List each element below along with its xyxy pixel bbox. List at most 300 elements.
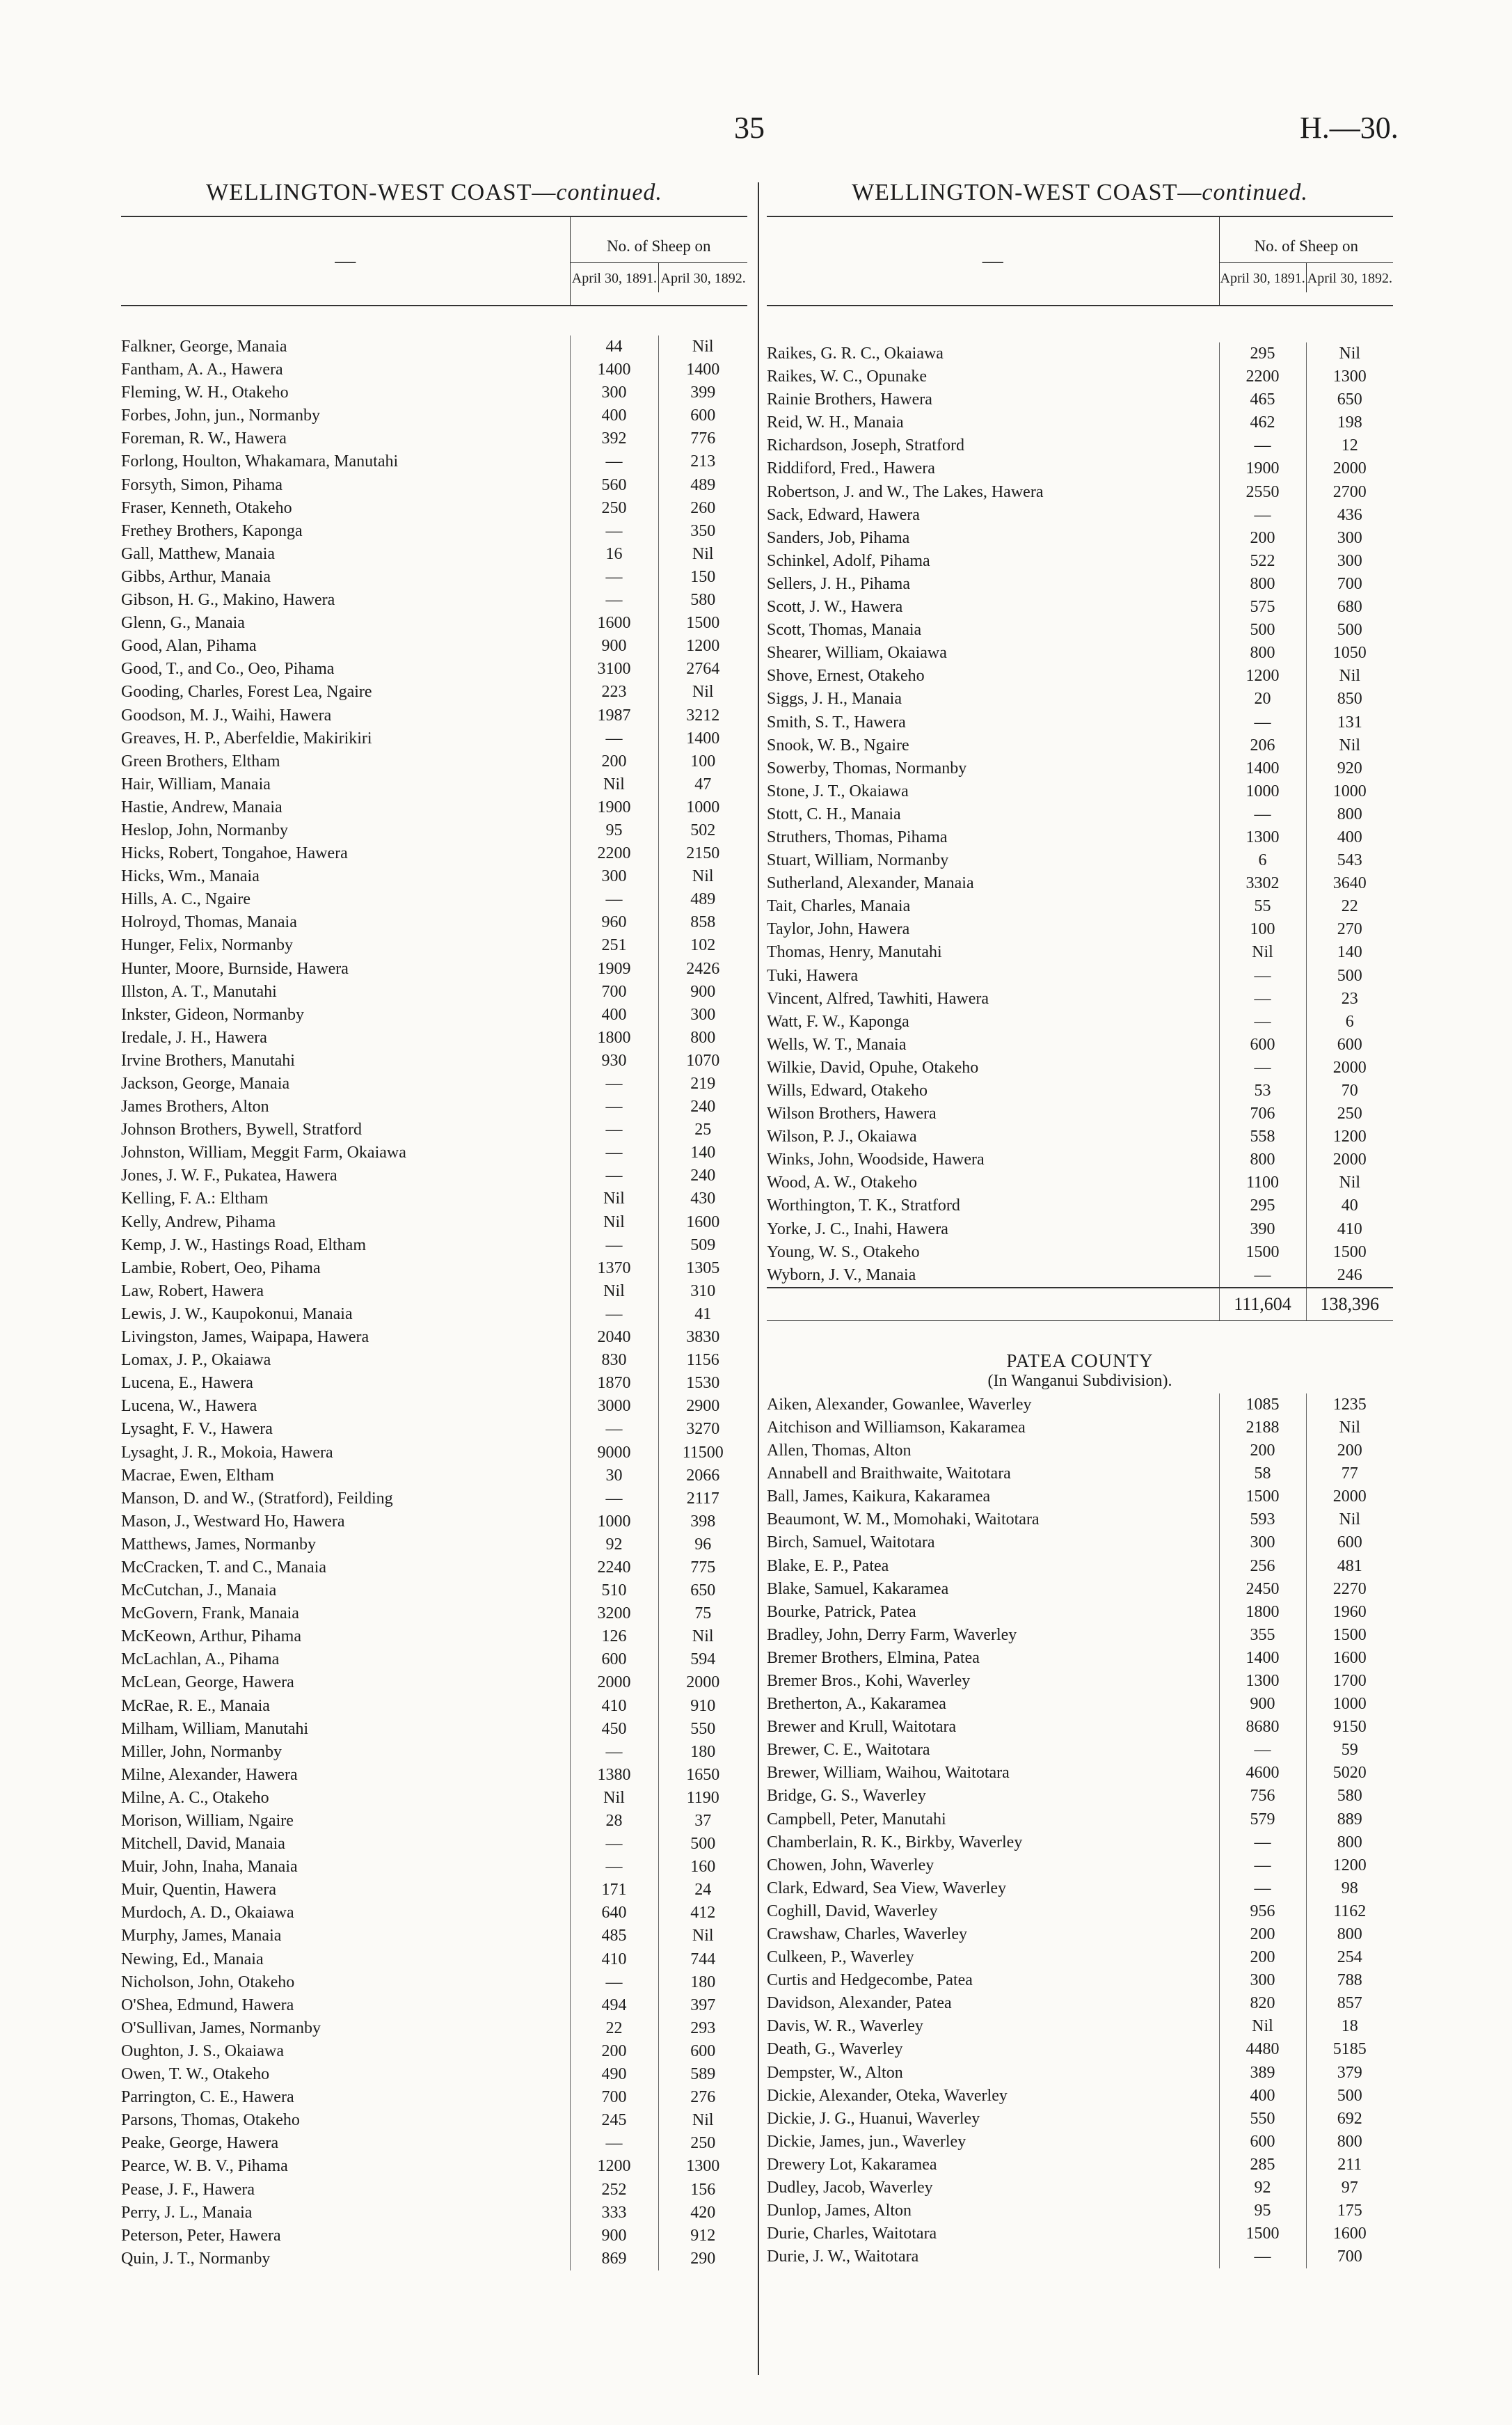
table-row (121, 1464, 747, 1487)
sheep-1891: 1800 (570, 1027, 658, 1050)
sheep-1891: — (570, 450, 658, 473)
sheep-1892: 219 (658, 1073, 747, 1096)
table-row (121, 1142, 747, 1164)
table-row (767, 1969, 1393, 1992)
sheep-1891: Nil (570, 1211, 658, 1234)
table-row (121, 474, 747, 497)
holder-name: Riddiford, Fred., Hawera (767, 459, 935, 478)
sheep-1891: 900 (570, 635, 658, 658)
sheep-1891: 200 (1219, 527, 1306, 550)
table-row (767, 757, 1393, 780)
sheep-1891: 400 (1219, 2085, 1306, 2108)
sheep-1892: 2000 (1306, 1148, 1393, 1171)
sheep-1892: 1300 (658, 2155, 747, 2178)
sheep-1891: 4600 (1219, 1762, 1306, 1785)
sheep-1892: 240 (658, 1096, 747, 1119)
holder-name: Dempster, W., Alton (767, 2063, 903, 2082)
holder-name: Forbes, John, jun., Normanby (121, 406, 320, 425)
holder-name: Winks, John, Woodside, Hawera (767, 1151, 985, 1169)
table-row (767, 1831, 1393, 1854)
sheep-1891: — (570, 1833, 658, 1856)
table-row (767, 596, 1393, 619)
holder-name: Scott, Thomas, Manaia (767, 621, 922, 640)
holder-name: Kemp, J. W., Hastings Road, Eltham (121, 1235, 366, 1254)
holder-name: Reid, W. H., Manaia (767, 413, 904, 432)
table-row (121, 1418, 747, 1441)
holder-name: Johnson Brothers, Bywell, Stratford (121, 1121, 362, 1139)
table-row (121, 958, 747, 981)
right-table (767, 216, 1393, 1321)
table-row (767, 342, 1393, 365)
holder-name: Mitchell, David, Manaia (121, 1835, 285, 1854)
holder-name: Holroyd, Thomas, Manaia (121, 913, 297, 932)
table-row (121, 750, 747, 773)
sheep-1892: 1070 (658, 1050, 747, 1073)
sheep-1892: 1400 (658, 727, 747, 750)
holder-name: Livingston, James, Waipapa, Hawera (121, 1328, 369, 1347)
sheep-1891: 410 (570, 1948, 658, 1971)
holder-name: Fantham, A. A., Hawera (121, 361, 283, 379)
left-header-1892: April 30, 1892. (658, 263, 747, 292)
table-row (767, 918, 1393, 941)
holder-name: Greaves, H. P., Aberfeldie, Makirikiri (121, 729, 372, 748)
sheep-1891: — (1219, 1011, 1306, 1034)
sheep-1892: 100 (658, 750, 747, 773)
table-row (767, 849, 1393, 872)
sheep-1892: Nil (1306, 665, 1393, 688)
holder-name: Jones, J. W. F., Pukatea, Hawera (121, 1167, 337, 1185)
holder-name: Aitchison and Williamson, Kakaramea (767, 1418, 1026, 1437)
sheep-1892: 3640 (1306, 872, 1393, 895)
table-row (767, 1555, 1393, 1578)
sheep-1892: 77 (1306, 1462, 1393, 1485)
sheep-1892: 198 (1306, 411, 1393, 434)
sheep-1892: 1200 (658, 635, 747, 658)
county-title: PATEA COUNTY (1006, 1350, 1154, 1371)
table-row (121, 2017, 747, 2040)
holder-name: Wells, W. T., Manaia (767, 1035, 907, 1054)
sheep-1891: 4480 (1219, 2038, 1306, 2061)
sheep-1892: 858 (658, 911, 747, 934)
holder-name: Dickie, James, jun., Waverley (767, 2132, 966, 2151)
sheep-1892: 3270 (658, 1418, 747, 1441)
sheep-1891: — (570, 727, 658, 750)
sheep-1891: 960 (570, 911, 658, 934)
sheep-1891: 1500 (1219, 1241, 1306, 1264)
sheep-1892: 1530 (658, 1372, 747, 1395)
table-row (767, 1716, 1393, 1739)
holder-name: Raikes, G. R. C., Okaiawa (767, 345, 944, 363)
sheep-1891: — (1219, 434, 1306, 457)
table-row (121, 1718, 747, 1741)
table-row (121, 1579, 747, 1602)
holder-name: Culkeen, P., Waverley (767, 1948, 914, 1967)
sheep-1892: 481 (1306, 1555, 1393, 1578)
sheep-1891: — (1219, 1739, 1306, 1762)
table-row (121, 888, 747, 911)
sheep-1892: 59 (1306, 1739, 1393, 1762)
holder-name: Jackson, George, Manaia (121, 1075, 290, 1093)
table-row (121, 796, 747, 819)
sheep-1891: 900 (570, 2225, 658, 2248)
sheep-1892: 246 (1306, 1264, 1393, 1288)
sheep-1892: 800 (1306, 803, 1393, 826)
sheep-1892: Nil (658, 865, 747, 888)
holder-name: Crawshaw, Charles, Waverley (767, 1925, 967, 1943)
table-row (767, 734, 1393, 757)
sheep-1892: 160 (658, 1856, 747, 1879)
sheep-1891: 900 (1219, 1693, 1306, 1716)
sheep-1892: 2117 (658, 1487, 747, 1510)
sheep-1891: 92 (1219, 2177, 1306, 2199)
sheep-1891: 285 (1219, 2154, 1306, 2177)
sheep-1892: 254 (1306, 1946, 1393, 1969)
sheep-1891: 800 (1219, 573, 1306, 596)
holder-name: Siggs, J. H., Manaia (767, 690, 902, 709)
sheep-1892: 12 (1306, 434, 1393, 457)
holder-name: Watt, F. W., Kaponga (767, 1012, 909, 1031)
holder-name: Stone, J. T., Okaiawa (767, 782, 909, 800)
sheep-1892: 800 (1306, 1923, 1393, 1946)
sheep-1892: 1190 (658, 1787, 747, 1810)
holder-name: McKeown, Arthur, Pihama (121, 1627, 301, 1646)
table-row (767, 573, 1393, 596)
table-row (121, 1164, 747, 1187)
table-row (767, 988, 1393, 1011)
sheep-1891: 550 (1219, 2108, 1306, 2131)
sheep-1891: 575 (1219, 596, 1306, 619)
holder-name: Iredale, J. H., Hawera (121, 1028, 267, 1047)
sheep-1891: 355 (1219, 1624, 1306, 1647)
holder-name: Goodson, M. J., Waihi, Hawera (121, 706, 332, 725)
sheep-1891: 1000 (1219, 780, 1306, 803)
holder-name: Curtis and Hedgecombe, Patea (767, 1971, 973, 1990)
holder-name: Hicks, Robert, Tongahoe, Hawera (121, 844, 348, 863)
sheep-1892: 500 (1306, 965, 1393, 988)
sheep-1891: 450 (570, 1718, 658, 1741)
table-row (767, 872, 1393, 895)
sheep-1891: 6 (1219, 849, 1306, 872)
sheep-1892: 920 (1306, 757, 1393, 780)
sheep-1891: 3302 (1219, 872, 1306, 895)
sheep-1891: 389 (1219, 2062, 1306, 2085)
table-row (767, 826, 1393, 849)
holder-name: Matthews, James, Normanby (121, 1535, 316, 1554)
sheep-1892: 420 (658, 2202, 747, 2225)
sheep-1892: 800 (1306, 1831, 1393, 1854)
table-row (121, 658, 747, 681)
table-row (767, 2085, 1393, 2108)
holder-name: Milne, Alexander, Hawera (121, 1765, 298, 1784)
sheep-1891: 869 (570, 2248, 658, 2270)
table-row (121, 589, 747, 612)
holder-name: Perry, J. L., Manaia (121, 2203, 253, 2222)
table-row (121, 1925, 747, 1948)
sheep-1891: 1300 (1219, 826, 1306, 849)
sheep-1891: 1200 (1219, 665, 1306, 688)
holder-name: Clark, Edward, Sea View, Waverley (767, 1879, 1007, 1897)
sheep-1891: 252 (570, 2179, 658, 2202)
holder-name: O'Sullivan, James, Normanby (121, 2019, 321, 2037)
table-row (121, 2063, 747, 2086)
sheep-1892: 22 (1306, 895, 1393, 918)
sheep-1891: — (570, 2132, 658, 2155)
sheep-1892: 24 (658, 1879, 747, 1902)
sheep-1892: 2150 (658, 842, 747, 865)
table-row (767, 642, 1393, 665)
sheep-1891: 200 (1219, 1923, 1306, 1946)
sheep-1891: — (1219, 988, 1306, 1011)
table-row (767, 1462, 1393, 1485)
table-row (121, 681, 747, 704)
holder-name: Brewer, William, Waihou, Waitotara (767, 1764, 1010, 1783)
holder-name: Richardson, Joseph, Stratford (767, 436, 964, 455)
table-row (767, 941, 1393, 964)
sheep-1892: 594 (658, 1648, 747, 1671)
table-row (121, 1741, 747, 1764)
holder-name: Shearer, William, Okaiawa (767, 644, 947, 663)
holder-name: Owen, T. W., Otakeho (121, 2065, 270, 2084)
sheep-1891: — (570, 1303, 658, 1326)
table-row (121, 1971, 747, 1994)
holder-name: Lysaght, F. V., Hawera (121, 1420, 273, 1439)
left-heading (121, 180, 747, 216)
sheep-1891: Nil (570, 1787, 658, 1810)
holder-name: Worthington, T. K., Stratford (767, 1196, 960, 1215)
table-row (767, 1508, 1393, 1531)
sheep-1891: — (570, 589, 658, 612)
sheep-1891: 800 (1219, 1148, 1306, 1171)
sheep-1891: 251 (570, 934, 658, 957)
sheep-1892: 2000 (1306, 1057, 1393, 1080)
sheep-1891: 400 (570, 404, 658, 427)
holder-name: Lomax, J. P., Okaiawa (121, 1351, 271, 1370)
table-row (767, 1992, 1393, 2015)
sheep-1891: 1987 (570, 704, 658, 727)
sheep-1891: 16 (570, 543, 658, 566)
right-name-header: — (982, 249, 1003, 272)
table-row (121, 934, 747, 957)
sheep-1892: 910 (658, 1695, 747, 1718)
sheep-1892: 23 (1306, 988, 1393, 1011)
sheep-1892: 430 (658, 1187, 747, 1210)
table-row (767, 665, 1393, 688)
holder-name: Wilson, P. J., Okaiawa (767, 1128, 917, 1146)
sheep-1891: 2000 (570, 1671, 658, 1694)
county-subtitle: (In Wanganui Subdivision). (987, 1371, 1172, 1390)
table-row (121, 635, 747, 658)
sheep-1891: 295 (1219, 342, 1306, 365)
holder-name: Hunger, Felix, Normanby (121, 936, 293, 955)
sheep-1892: Nil (1306, 1416, 1393, 1439)
table-row (121, 1879, 747, 1902)
sheep-1891: 3100 (570, 658, 658, 681)
sheep-1892: 2764 (658, 658, 747, 681)
sheep-1891: — (570, 520, 658, 543)
holder-name: Newing, Ed., Manaia (121, 1950, 264, 1968)
sheep-1891: 44 (570, 335, 658, 358)
holder-name: Illston, A. T., Manutahi (121, 982, 277, 1001)
table-row (767, 550, 1393, 573)
table-row (767, 1854, 1393, 1877)
left-heading-continued: continued. (556, 180, 662, 205)
sheep-1892: 550 (658, 1718, 747, 1741)
table-row (767, 1034, 1393, 1057)
sheep-1891: 600 (570, 1648, 658, 1671)
left-name-header: — (335, 249, 356, 272)
table-row (121, 1902, 747, 1925)
sheep-1891: 200 (570, 750, 658, 773)
table-row (121, 1671, 747, 1694)
sheep-1891: — (570, 1073, 658, 1096)
sheep-1892: 436 (1306, 504, 1393, 527)
sheep-1892: 9150 (1306, 1716, 1393, 1739)
holder-name: Allen, Thomas, Alton (767, 1441, 912, 1460)
sheep-1892: 1500 (1306, 1241, 1393, 1264)
sheep-1891: 2550 (1219, 481, 1306, 504)
sheep-1892: 250 (1306, 1103, 1393, 1125)
sheep-1891: 1000 (570, 1510, 658, 1533)
sheep-1891: 600 (1219, 2131, 1306, 2154)
sheep-1892: 140 (658, 1142, 747, 1164)
left-heading-text: WELLINGTON-WEST COAST— (206, 180, 557, 205)
sheep-1892: 1050 (1306, 642, 1393, 665)
sheep-1892: 580 (1306, 1785, 1393, 1808)
sheep-1891: 706 (1219, 1103, 1306, 1125)
sheep-1892: 37 (658, 1810, 747, 1833)
sheep-1891: 1085 (1219, 1393, 1306, 1416)
sheep-1891: 126 (570, 1625, 658, 1648)
sheep-1892: 2700 (1306, 481, 1393, 504)
column-divider (758, 182, 759, 2375)
sheep-1891: 820 (1219, 1992, 1306, 2015)
sheep-1891: 200 (1219, 1439, 1306, 1462)
holder-name: Glenn, G., Manaia (121, 614, 245, 633)
holder-name: Blake, Samuel, Kakaramea (767, 1579, 949, 1598)
table-row (767, 1670, 1393, 1693)
table-row (121, 2040, 747, 2063)
holder-name: Chamberlain, R. K., Birkby, Waverley (767, 1833, 1023, 1851)
table-row (121, 1257, 747, 1280)
holder-name: McLachlan, A., Pihama (121, 1650, 280, 1669)
table-row (121, 2155, 747, 2178)
sheep-1891: 1380 (570, 1764, 658, 1787)
sheep-1892: 889 (1306, 1808, 1393, 1831)
holder-name: Tuki, Hawera (767, 966, 859, 985)
sheep-1891: 600 (1219, 1034, 1306, 1057)
total-row (767, 1288, 1393, 1321)
sheep-1891: 295 (1219, 1194, 1306, 1217)
sheep-1892: 580 (658, 589, 747, 612)
holder-name: Campbell, Peter, Manutahi (767, 1810, 946, 1828)
sheep-1892: 5185 (1306, 2038, 1393, 2061)
sheep-1891: 92 (570, 1533, 658, 1556)
table-row (767, 1647, 1393, 1670)
sheep-1892: 489 (658, 474, 747, 497)
holder-name: Frethey Brothers, Kaponga (121, 521, 303, 540)
table-row (767, 1739, 1393, 1762)
right-header-1891: April 30, 1891. (1220, 270, 1305, 286)
sheep-1892: Nil (658, 543, 747, 566)
sheep-1892: 1600 (1306, 1647, 1393, 1670)
sheep-1892: Nil (1306, 1508, 1393, 1531)
holder-name: Tait, Charles, Manaia (767, 897, 911, 916)
sheep-1892: 650 (1306, 388, 1393, 411)
table-row (767, 2199, 1393, 2222)
table-row (767, 411, 1393, 434)
table-row (121, 2248, 747, 2270)
sheep-1891: 20 (1219, 688, 1306, 711)
holder-name: Stuart, William, Normanby (767, 851, 949, 870)
sheep-1891: 400 (570, 1004, 658, 1027)
sheep-1891: 30 (570, 1464, 658, 1487)
table-row (121, 1533, 747, 1556)
sheep-1892: 489 (658, 888, 747, 911)
table-row (767, 527, 1393, 550)
holder-name: Aiken, Alexander, Gowanlee, Waverley (767, 1395, 1032, 1414)
sheep-1892: 850 (1306, 688, 1393, 711)
sheep-1891: — (1219, 2245, 1306, 2268)
sheep-1891: 28 (570, 1810, 658, 1833)
sheep-1892: Nil (658, 2109, 747, 2132)
holder-name: Lucena, W., Hawera (121, 1397, 257, 1416)
sheep-1891: — (570, 1856, 658, 1879)
table-row (121, 1372, 747, 1395)
holder-name: Sellers, J. H., Pihama (767, 574, 910, 593)
holder-name: Forlong, Houlton, Whakamara, Manutahi (121, 452, 399, 471)
holder-name: Gooding, Charles, Forest Lea, Ngaire (121, 683, 372, 702)
sheep-1892: 2000 (1306, 457, 1393, 480)
sheep-1891: 8680 (1219, 1716, 1306, 1739)
table-row (767, 2062, 1393, 2085)
sheep-1891: 485 (570, 1925, 658, 1948)
holder-name: McGovern, Frank, Manaia (121, 1604, 299, 1623)
sheep-1892: 600 (1306, 1034, 1393, 1057)
sheep-1892: 70 (1306, 1080, 1393, 1103)
sheep-1892: 399 (658, 381, 747, 404)
sheep-1891: — (1219, 504, 1306, 527)
sheep-1891: — (570, 1119, 658, 1142)
sheep-1892: 700 (1306, 573, 1393, 596)
sheep-1892: 1000 (1306, 780, 1393, 803)
holder-name: Hicks, Wm., Manaia (121, 867, 260, 886)
sheep-1892: 3830 (658, 1326, 747, 1349)
holder-name: Yorke, J. C., Inahi, Hawera (767, 1219, 948, 1238)
table-row (767, 1057, 1393, 1080)
holder-name: Muir, John, Inaha, Manaia (121, 1858, 298, 1877)
sheep-1891: 510 (570, 1579, 658, 1602)
sheep-1892: 400 (1306, 826, 1393, 849)
table-row (121, 773, 747, 796)
table-row (121, 1280, 747, 1303)
holder-name: Inkster, Gideon, Normanby (121, 1005, 304, 1024)
sheep-1891: 1100 (1219, 1171, 1306, 1194)
table-row (121, 2179, 747, 2202)
sheep-1892: 1000 (1306, 1693, 1393, 1716)
sheep-1891: 9000 (570, 1441, 658, 1464)
holder-name: Bremer Brothers, Elmina, Patea (767, 1648, 980, 1667)
sheep-1891: — (570, 1164, 658, 1187)
holder-name: Milne, A. C., Otakeho (121, 1788, 269, 1807)
table-row (121, 1395, 747, 1418)
table-row (767, 2108, 1393, 2131)
sheep-1891: 500 (1219, 619, 1306, 642)
table-row (121, 1695, 747, 1718)
holder-name: Wood, A. W., Otakeho (767, 1174, 918, 1192)
table-row (767, 1125, 1393, 1148)
sheep-1892: 1156 (658, 1349, 747, 1372)
sheep-1892: 270 (1306, 918, 1393, 941)
